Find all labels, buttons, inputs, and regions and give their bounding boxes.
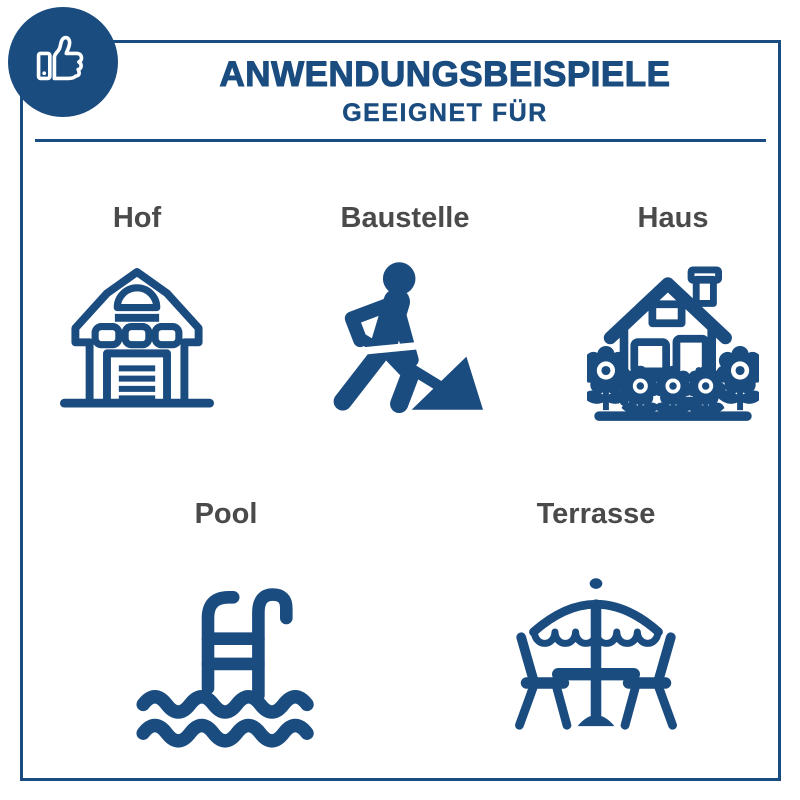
- use-case-label: Terrasse: [536, 498, 656, 530]
- pool-ladder-icon: [136, 573, 316, 758]
- use-case-haus: [563, 201, 783, 434]
- use-case-hof: [27, 201, 247, 420]
- use-case-label: Baustelle: [340, 202, 470, 234]
- construction-worker-icon: [322, 257, 488, 428]
- use-case-pool: [116, 497, 336, 758]
- use-case-label: Pool: [194, 498, 258, 530]
- use-case-terrasse: [486, 497, 706, 754]
- barn-icon: [58, 257, 216, 420]
- use-case-label: Haus: [637, 202, 709, 234]
- use-case-baustelle: [295, 201, 515, 428]
- page-subtitle: GEEIGNET FÜR: [342, 99, 548, 127]
- header-divider: [35, 139, 766, 142]
- header: [85, 54, 800, 128]
- page-title: ANWENDUNGSBEISPIELE: [219, 55, 671, 94]
- house-garden-icon: [587, 257, 759, 434]
- thumbs-up-icon: [30, 27, 96, 98]
- thumbs-up-badge: [8, 7, 118, 117]
- patio-umbrella-table-icon: [508, 573, 684, 754]
- use-case-label: Hof: [112, 202, 162, 234]
